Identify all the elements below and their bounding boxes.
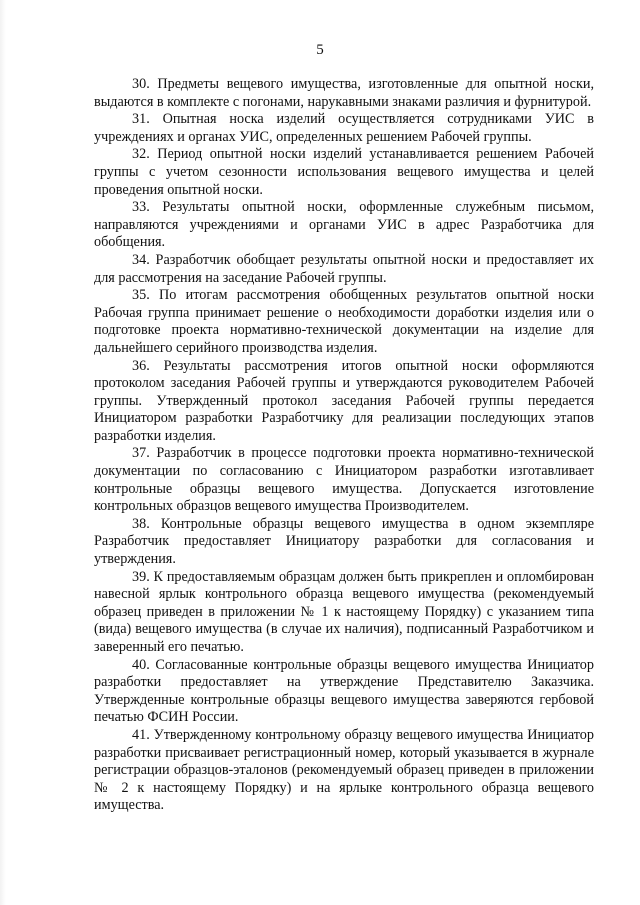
scan-edge-shadow <box>0 0 6 905</box>
paragraph-41: 41. Утвержденному контрольному образцу вещевого имущества Инициатор разработки присваивает регистрационный номер, который указывается в журнале регистрации образцов-эталонов (рекомендуемый образец приведен в приложении № 2 к настоящему Порядку) и на ярлыке контрольного образца вещевого имущества. <box>94 726 594 814</box>
paragraph-31: 31. Опытная носка изделий осуществляется сотрудниками УИС в учреждениях и органах УИС, определенных решением Рабочей группы. <box>94 111 594 145</box>
paragraph-32: 32. Период опытной носки изделий устанавливается решением Рабочей группы с учетом сезонности использования вещевого имущества и целей проведения опытной носки. <box>94 146 594 198</box>
paragraph-33: 33. Результаты опытной носки, оформленные служебным письмом, направляются учреждениями и органами УИС в адрес Разработчика для обобщения. <box>94 199 594 251</box>
paragraph-39: 39. К предоставляемым образцам должен быть прикреплен и опломбирован навесной ярлык контрольного образца вещевого имущества (рекомендуемый образец приведен в приложении № 1 к настоящему Порядку) с указанием типа (вида) вещевого имущества (в случае их наличия), подписанный Разработчиком и заверенный его печатью. <box>94 568 594 655</box>
paragraph-38: 38. Контрольные образцы вещевого имущества в одном экземпляре Разработчик предоставляет Инициатору разработки для согласования и утверждения. <box>94 515 594 568</box>
document-body <box>94 76 594 815</box>
paragraph-40: 40. Согласованные контрольные образцы вещевого имущества Инициатор разработки предоставляет на утверждение Представителю Заказчика. Утвержденные контрольные образцы вещевого имущества заверяются гербовой печатью ФСИН России. <box>94 656 594 726</box>
paragraph-30: 30. Предметы вещевого имущества, изготовленные для опытной носки, выдаются в комплекте с погонами, нарукавными знаками различия и фурнитурой. <box>94 76 594 110</box>
paragraph-34: 34. Разработчик обобщает результаты опытной носки и предоставляет их для рассмотрения на заседание Рабочей группы. <box>94 251 594 286</box>
paragraph-35: 35. По итогам рассмотрения обобщенных результатов опытной носки Рабочая группа принимает решение о необходимости доработки изделия или о подготовке проекта нормативно-технической документации на изделие для дальнейшего серийного производства изделия. <box>94 287 594 356</box>
page-number: 5 <box>316 42 324 58</box>
paragraph-36: 36. Результаты рассмотрения итогов опытной носки оформляются протоколом заседания Рабочей группы и утверждаются руководителем Рабочей группы. Утвержденный протокол заседания Рабочей группы передается Инициатором разработки Разработчику для реализации последующих этапов разработки изделия. <box>94 357 594 444</box>
paragraph-37: 37. Разработчик в процессе подготовки проекта нормативно-технической документации по согласованию с Инициатором разработки изготавливает контрольные образцы вещевого имущества. Допускается изготовление контрольных образцов вещевого имущества Производителем. <box>94 445 594 515</box>
